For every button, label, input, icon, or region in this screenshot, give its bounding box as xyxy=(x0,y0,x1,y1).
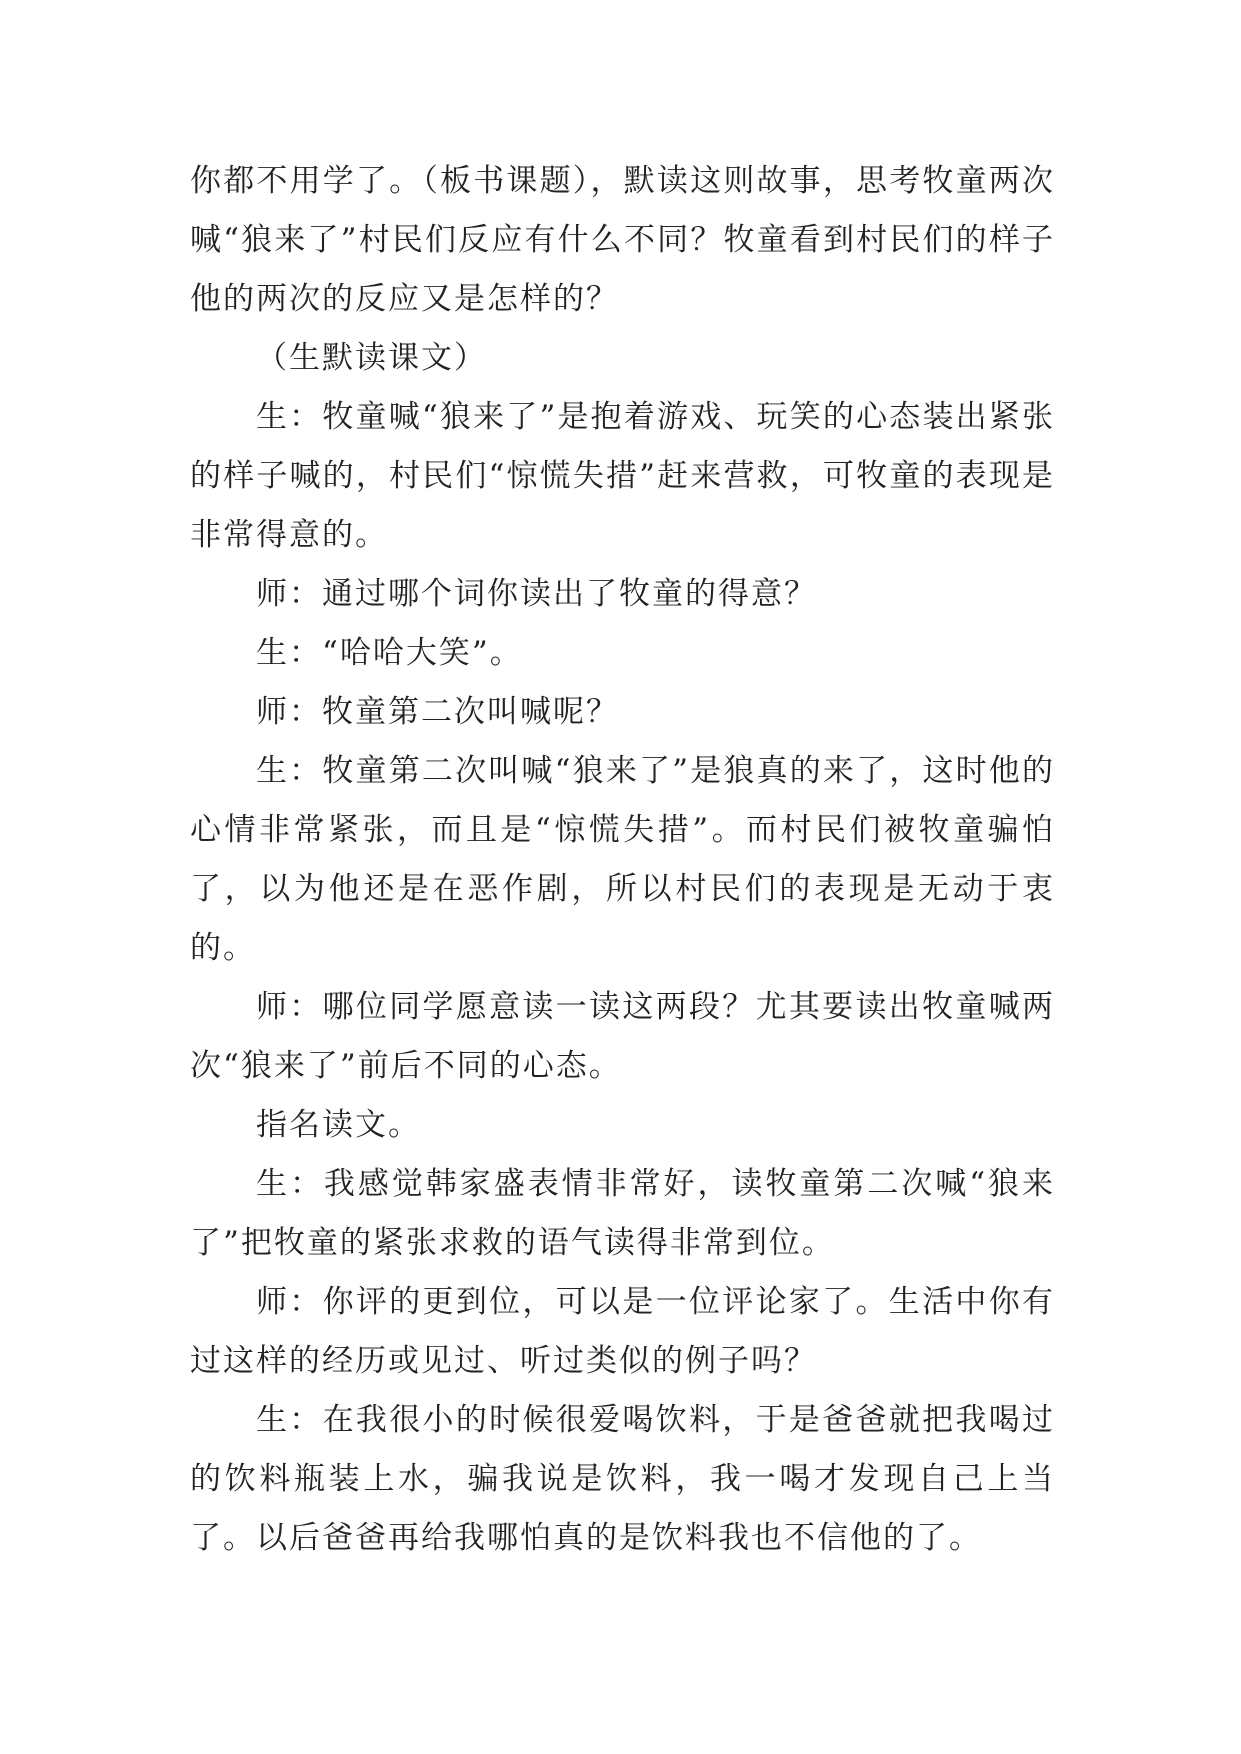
paragraph: 师：你评的更到位，可以是一位评论家了。生活中你有过这样的经历或见过、听过类似的例子吗？ xyxy=(190,1284,1055,1379)
paragraph: 生：牧童喊“狼来了”是抱着游戏、玩笑的心态装出紧张的样子喊的，村民们“惊慌失措”赶来营救，可牧童的表现是非常得意的。 xyxy=(190,399,1055,553)
paragraph: 生：我感觉韩家盛表情非常好，读牧童第二次喊“狼来了”把牧童的紧张求救的语气读得非常到位。 xyxy=(190,1166,1055,1261)
paragraph: 生：“哈哈大笑”。 xyxy=(256,635,523,671)
paragraph: （生默读课文） xyxy=(256,340,487,376)
paragraph: 你都不用学了。（板书课题），默读这则故事，思考牧童两次喊“狼来了”村民们反应有什么不同？牧童看到村民们的样子他的两次的反应又是怎样的？ xyxy=(190,163,1055,317)
paragraph: 师：牧童第二次叫喊呢？ xyxy=(256,694,619,730)
paragraph: 生：在我很小的时候很爱喝饮料，于是爸爸就把我喝过的饮料瓶装上水，骗我说是饮料，我一喝才发现自己上当了。以后爸爸再给我哪怕真的是饮料我也不信他的了。 xyxy=(190,1402,1055,1556)
paragraph: 师：通过哪个词你读出了牧童的得意？ xyxy=(256,576,817,612)
paragraph: 指名读文。 xyxy=(256,1107,421,1143)
document-body xyxy=(190,152,1055,1568)
paragraph: 师：哪位同学愿意读一读这两段？尤其要读出牧童喊两次“狼来了”前后不同的心态。 xyxy=(190,989,1055,1084)
paragraph: 生：牧童第二次叫喊“狼来了”是狼真的来了，这时他的心情非常紧张，而且是“惊慌失措”。而村民们被牧童骗怕了，以为他还是在恶作剧，所以村民们的表现是无动于衷的。 xyxy=(190,753,1055,966)
